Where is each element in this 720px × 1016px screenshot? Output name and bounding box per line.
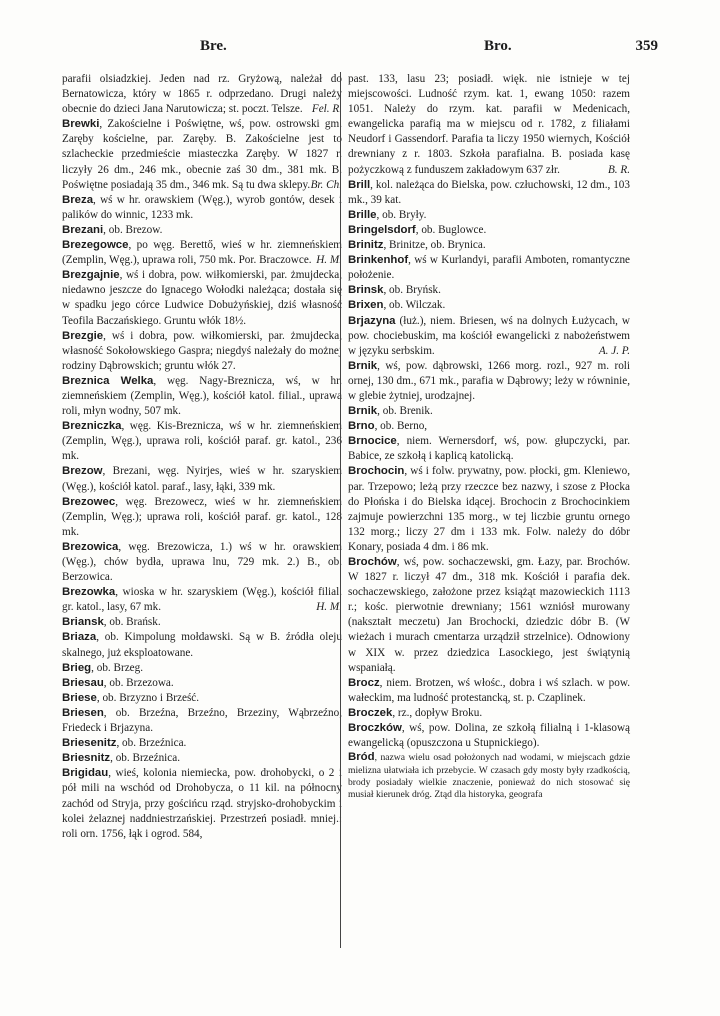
entry-headword: Brnik [348, 359, 378, 372]
left-column [62, 72, 342, 842]
entry-body: , Zakościelne i Poświętne, wś, pow. ostrowski gm. Zaręby kościelne, par. Zaręby. B. Zakościelne jest to szlacheckie przedmieście miasteczka Zaręby. W 1827 r. liczyły 26 dm., 246 mk., obecnie zaś 30 dm., 381 mk. B. Poświętne posiadają 35 dm., 346 mk. Są tu dwa sklepy. [62, 118, 342, 191]
entry-body: , ob. Kimpolung mołdawski. Są w B. źródła oleju skalnego, już eksploatowane. [62, 631, 342, 659]
entry-headword: Brinkenhof [348, 254, 409, 267]
entry-body: , ob. Brzeźnica. [116, 737, 187, 750]
entry-headword: Brill [348, 178, 371, 191]
entry-body: , niem. Brotzen, wś włośc., dobra i wś szlach. w pow. wałeckim, ma ludność protestancką, st. p. Czaplinek. [348, 676, 630, 704]
entry-body: , Brezani, węg. Nyirjes, wieś w hr. szaryskiem (Węg.), kościół katol. paraf., lasy, łąki, 339 mk. [62, 465, 342, 493]
dictionary-entry [62, 117, 342, 192]
entry-body: , wś i folw. prywatny, pow. płocki, gm. Kleniewo, par. Trzepowo; leżą przy rzeczce bez nazwy, i szose z Płocka do Płońska i do Bielska idącej. Brochocin z Brochocinkiem zajmuje powierzchni 135 morg., w tej liczbie gruntu ornego 132 morg.; liczy 27 dm i 133 mk. Folw. należy do dóbr Konary, posiada 4 dm. i 86 mk. [348, 465, 630, 553]
entry-body: , wioska w hr. szaryskiem (Węg.), kościół filial. gr. katol., lasy, 67 mk. [62, 586, 342, 614]
entry-body: , nazwa wielu osad położonych nad wodami, w miejscach gdzie mielizna ułatwiała ich przebycie. W czasach gdy mosty były rzadkością, brody posiadały wielkie znaczenie, ponieważ do nich stosować się musiał kierunek dróg. Ztąd dla historyka, geografa [348, 752, 630, 801]
dictionary-entry [62, 676, 342, 691]
dictionary-entry [348, 314, 630, 359]
entry-body: , ob. Brzyzno i Brześć. [96, 691, 200, 704]
dictionary-entry [348, 238, 630, 253]
dictionary-entry [62, 268, 342, 328]
entry-headword: Broczek [348, 706, 393, 719]
entry-body: , ob. Berno, [374, 420, 428, 433]
entry-body: , ob. Brańsk. [103, 616, 161, 629]
entry-body: parafii olsiadzkiej. Jeden nad rz. Gryżową, należał do Bernatowicza, który w 1865 r. odprzedano. Drugi należy obecnie do dzieci Jana Narutowicza; st. poczt. Telsze. [62, 73, 342, 116]
dictionary-entry [348, 178, 630, 208]
entry-headword: Brjazyna [348, 314, 396, 327]
entry-body: , ob. Buglowce. [415, 223, 487, 236]
entry-body: (łuż.), niem. Briesen, wś na dolnych Łużycach, w pow. chociebuskim, ma kościół ewangelicki z nabożeństwem w języku serbskim. [348, 314, 630, 357]
entry-headword: Brigidau [62, 767, 109, 780]
entry-headword: Briesenitz [62, 737, 117, 750]
entry-body: , węg. Kis-Breznicza, wś w hr. ziemneńskiem (Zemplin, Węg.), uprawa roli, kościół paraf. gr. katol., 236 mk. [62, 420, 342, 463]
dictionary-entry [62, 751, 342, 766]
entry-headword: Brezow [62, 465, 103, 478]
page-header [60, 38, 658, 58]
entry-body: , wś i dobra, pow. wiłkomierski, par. żmujdecka, niedawno jeszcze do Ignacego Wołodki należąca; dostała się w spadku jego córce Ludwice Dobużyńskiej, dziś własność Teofila Baczańskiego. Gruntu włók 18½. [62, 269, 342, 327]
entry-signature: B. R. [607, 163, 630, 176]
entry-body: , węg. Brezowecz, wieś w hr. ziemneńskiem (Zemplin, Węg.); uprawa roli, kościół paraf. gr. katol., 128 mk. [62, 495, 342, 538]
entry-headword: Briesen [62, 706, 104, 719]
entry-body: , rz., dopływ Broku. [392, 706, 483, 719]
dictionary-entry [62, 495, 342, 540]
dictionary-entry [62, 329, 342, 374]
entry-headword: Brieg [62, 661, 92, 674]
dictionary-entry [348, 464, 630, 555]
entry-headword: Brezgie [62, 329, 104, 342]
entry-headword: Briesnitz [62, 752, 111, 765]
dictionary-entry [348, 208, 630, 223]
entry-signature: H. M. [316, 601, 342, 614]
right-column [348, 72, 630, 802]
dictionary-entry [348, 404, 630, 419]
entry-headword: Briesau [62, 676, 104, 689]
entry-headword: Bringelsdorf [348, 223, 416, 236]
dictionary-entry [62, 72, 342, 117]
header-left-guide-word: Bre. [200, 38, 227, 54]
entry-body: , wś, pow. Dolina, ze szkołą filialną i 1-klasową ewangelicką (opuszczona u Stupnickiego). [348, 722, 630, 750]
dictionary-entry [62, 419, 342, 464]
entry-headword: Brezowka [62, 586, 116, 599]
entry-headword: Brinsk [348, 284, 384, 297]
entry-headword: Briaza [62, 631, 97, 644]
entry-headword: Brochocin [348, 465, 405, 478]
entry-body: , wś, pow. sochaczewski, gm. Łazy, par. Brochów. W 1827 r. liczył 47 dm., 318 mk. Kościół i parafia dek. sochaczewskiego, założone przez książąt mazowieckich 1113 r.; kośc. pierwotnie drewniany; 1561 wzniósł murowany (nakształt meczetu) Jan Brochocki, dziedzic dóbr B. (W wieżach i murach cmentarza urządził strzelnice). Odnowiony w XIX w. przez dziedzica Lasockiego, jest świątynią wspaniałą. [348, 556, 630, 674]
entry-headword: Brezniczka [62, 420, 122, 433]
entry-body: , ob. Wilczak. [383, 299, 446, 312]
entry-headword: Bród [348, 751, 375, 764]
entry-headword: Broczków [348, 722, 402, 735]
dictionary-entry [62, 736, 342, 751]
entry-signature: H. M. [316, 254, 342, 267]
entry-headword: Brezani [62, 223, 104, 236]
entry-signature: A. J. P. [598, 344, 630, 357]
entry-body: , węg. Brezowicza, 1.) wś w hr. orawskiem (Węg.), chów bydła, uprawa lnu, 729 mk. 2.) B., ob. Berzowica. [62, 540, 342, 584]
dictionary-entry [348, 283, 630, 298]
entry-body: , wś w Kurlandyi, parafii Amboten, romantyczne położenie. [348, 254, 630, 282]
dictionary-entry [62, 464, 342, 494]
dictionary-entry [62, 374, 342, 419]
entry-body: past. 133, lasu 23; posiadł. więk. nie istnieje w tej miejscowości. Ludność rzym. kat. 1, ewang 1050: razem 1051. Należy do rzym. kat. parafii w Medenicach, ewangelicka parafią ma w miejscu od r. 1782, z filiałami Neudorf i Gassendorf. Parafia ta liczy 1950 wiernych, Kościół drewniany z r. 1803. Szkoła parafialna. B. posiada kasę pożyczkową z funduszem zakładowym 637 złr. [348, 73, 630, 176]
entry-headword: Brezgajnie [62, 269, 120, 282]
entry-body: , kol. należąca do Bielska, pow. człuchowski, 12 dm., 103 mk., 39 kat. [348, 178, 630, 206]
entry-headword: Briese [62, 691, 97, 704]
dictionary-entry [62, 193, 342, 223]
entry-headword: Brixen [348, 299, 384, 312]
entry-headword: Brezowica [62, 540, 119, 553]
dictionary-entry [348, 676, 630, 706]
entry-body: , ob. Bryły. [376, 208, 427, 221]
dictionary-entry [62, 691, 342, 706]
entry-body: , ob. Brzeźna, Brzeźno, Brzeziny, Wąbrzeźno, Friedeck i Brjazyna. [62, 706, 342, 735]
dictionary-entry [348, 72, 630, 178]
entry-signature: Fel. R. [311, 103, 342, 116]
entry-body: , węg. Nagy-Breznicza, wś, w hr. ziemneńskiem (Zemplin, Węg.), kościół katol. filial., uprawa roli, młyn wodny, 507 mk. [62, 374, 342, 418]
entry-headword: Brnik [348, 405, 378, 418]
dictionary-entry [62, 706, 342, 736]
entry-body: , ob. Brenik. [377, 405, 433, 418]
dictionary-entry [348, 555, 630, 676]
dictionary-entry [348, 359, 630, 404]
dictionary-entry [62, 540, 342, 585]
dictionary-entry [62, 766, 342, 841]
entry-headword: Brnocice [348, 435, 397, 448]
entry-headword: Brezowec [62, 495, 116, 508]
entry-body: , niem. Wernersdorf, wś, pow. głupczycki, par. Babice, ze szkołą i kaplicą katolicką. [348, 435, 630, 463]
entry-headword: Brewki [62, 118, 100, 131]
entry-body: , ob. Brezow. [103, 223, 163, 236]
entry-headword: Brno [348, 420, 375, 433]
entry-body: , po węg. Berettő, wieś w hr. ziemneńskiem (Zemplin, Węg.), uprawa roli, 750 mk. Por. Braczowce. [62, 239, 342, 267]
dictionary-entry [62, 238, 342, 268]
dictionary-entry [348, 751, 630, 802]
entry-headword: Brochów [348, 556, 397, 568]
dictionary-entry [348, 298, 630, 313]
page-number: 359 [635, 38, 658, 54]
dictionary-entry [348, 434, 630, 464]
dictionary-entry [62, 615, 342, 630]
dictionary-entry [348, 419, 630, 434]
dictionary-entry [62, 630, 342, 660]
entry-headword: Breznica Welka [62, 374, 154, 387]
entry-body: , wś i dobra, pow. wiłkomierski, par. żmujdecka, własność Sokołowskiego Gaspra; niegdyś należały do możnej rodziny Dąbrowskich; gruntu włók 27. [62, 329, 342, 372]
entry-headword: Briansk [62, 616, 104, 629]
dictionary-entry [348, 223, 630, 238]
entry-body: , Brinitze, ob. Brynica. [383, 239, 486, 252]
dictionary-entry [62, 661, 342, 676]
entry-body: , ob. Bryńsk. [383, 284, 441, 297]
dictionary-entry [62, 223, 342, 238]
column-divider [340, 72, 341, 948]
dictionary-entry [348, 253, 630, 283]
entry-body: , wś w hr. orawskiem (Węg.), wyrob gontów, desek i palików do winnic, 1233 mk. [62, 193, 342, 221]
entry-headword: Breza [62, 193, 94, 206]
entry-headword: Brezegowce [62, 239, 129, 252]
entry-body: , wieś, kolonia niemiecka, pow. drohobycki, o 2 i pół mili na wschód od Drohobycza, o 11 kil. na północny zachód od Stryja, przy gościńcu rząd. stryjsko-drohobyckim i kolei żelaznej naddniestrzańskiej. Przestrzeń posiadł. mniej.: roli orn. 1756, łąk i ogrod. 584, [62, 767, 342, 840]
header-right-guide-word: Bro. [484, 38, 512, 54]
entry-body: , ob. Brzeźnica. [110, 752, 180, 765]
entry-headword: Brinitz [348, 239, 384, 252]
dictionary-entry [348, 706, 630, 721]
entry-signature: Br. Ch. [310, 178, 342, 191]
entry-body: , ob. Brzeg. [91, 661, 144, 674]
entry-body: , wś, pow. dąbrowski, 1266 morg. rozl., 927 m. roli ornej, 130 dm., 671 mk., parafia w Dąbrowy; leży w równinie, w glebie żytniej, urodzajnej. [348, 359, 630, 402]
dictionary-entry [348, 721, 630, 751]
entry-headword: Brocz [348, 676, 380, 689]
entry-body: , ob. Brzezowa. [103, 676, 174, 689]
dictionary-entry [62, 585, 342, 615]
entry-headword: Brille [348, 208, 377, 221]
